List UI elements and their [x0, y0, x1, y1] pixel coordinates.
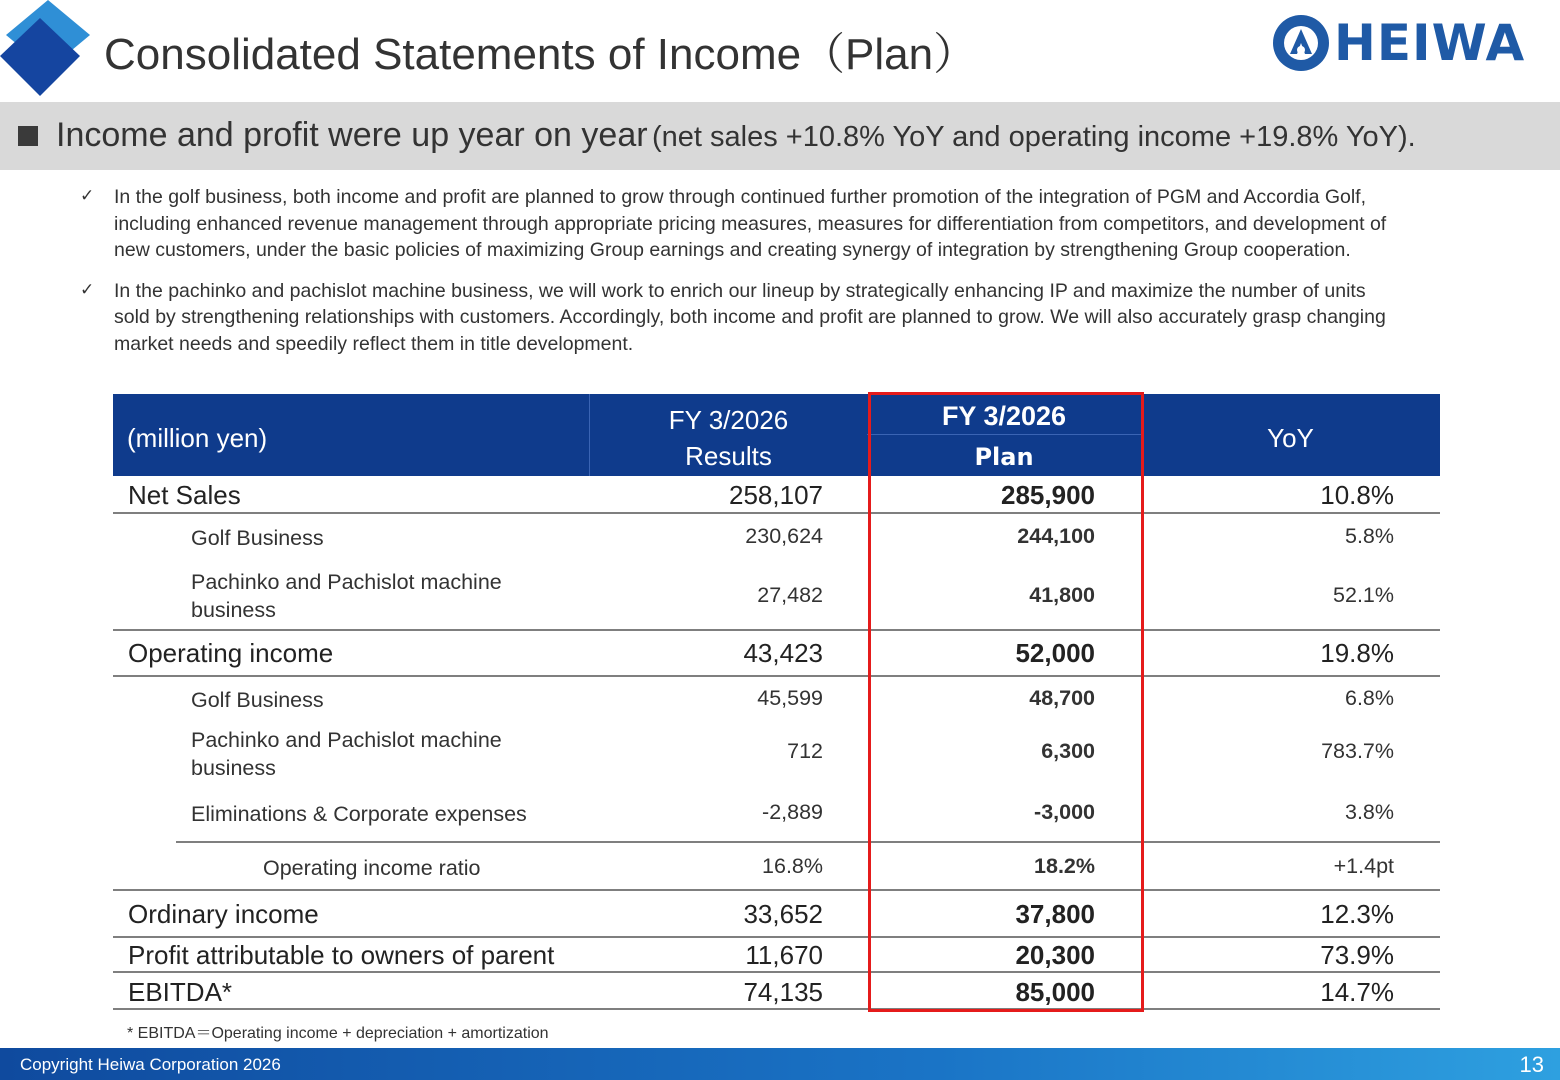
bullet-item — [80, 184, 1390, 264]
row-label: Net Sales — [128, 480, 241, 510]
checkmark-icon: ✓ — [80, 186, 95, 206]
plan-value: 6,300 — [1041, 739, 1095, 763]
results-value: -2,889 — [762, 800, 823, 824]
results-value: 45,599 — [757, 686, 823, 710]
footer-bar — [0, 1048, 1560, 1080]
col-header-plan-type: Plan — [974, 443, 1034, 471]
plan-value: 18.2% — [1034, 854, 1095, 878]
bullet-list — [80, 184, 1390, 371]
yoy-value: 5.8% — [1344, 524, 1394, 548]
row-label: Profit attributable to owners of parent — [128, 940, 555, 970]
row-label: Ordinary income — [128, 899, 319, 929]
row-divider — [113, 675, 1440, 677]
results-value: 43,423 — [743, 638, 823, 668]
banner-text — [56, 116, 1416, 155]
bullet-item — [80, 278, 1390, 358]
yoy-value: 19.8% — [1320, 638, 1394, 668]
income-table — [113, 394, 1440, 1007]
plan-value: 41,800 — [1029, 583, 1095, 607]
results-value: 230,624 — [745, 524, 823, 548]
col-header-results-type: Results — [685, 441, 772, 471]
square-bullet-icon — [18, 126, 38, 146]
plan-value: -3,000 — [1034, 800, 1095, 824]
row-label: Pachinko and Pachislot machine business — [191, 728, 502, 780]
yoy-value: 783.7% — [1321, 739, 1394, 763]
results-value: 33,652 — [743, 899, 823, 929]
plan-value: 244,100 — [1017, 524, 1095, 548]
page-title: Consolidated Statements of Income（Plan） — [104, 30, 978, 79]
brand-name: HEIWA — [1334, 14, 1526, 72]
results-value: 16.8% — [762, 854, 823, 878]
plan-value: 285,900 — [1001, 480, 1095, 510]
row-label: EBITDA* — [128, 977, 233, 1007]
yoy-value: 12.3% — [1320, 899, 1394, 929]
plan-value: 48,700 — [1029, 686, 1095, 710]
results-value: 27,482 — [757, 583, 823, 607]
yoy-value: 3.8% — [1344, 800, 1394, 824]
row-label: Golf Business — [191, 688, 324, 712]
checkmark-icon: ✓ — [80, 279, 95, 300]
col-header-results — [589, 394, 867, 476]
plan-value: 85,000 — [1015, 977, 1095, 1007]
title-diamond-mark — [0, 0, 95, 100]
banner-detail: (net sales +10.8% YoY and operating income +19.8% YoY). — [652, 121, 1416, 153]
page-number: 13 — [1519, 1052, 1544, 1077]
plan-value: 37,800 — [1015, 899, 1095, 929]
row-divider — [113, 971, 1440, 973]
row-divider — [113, 889, 1440, 891]
heiwa-logo — [1272, 14, 1525, 72]
yoy-value: +1.4pt — [1333, 854, 1394, 878]
row-divider — [113, 1008, 1440, 1010]
results-value: 712 — [787, 739, 823, 763]
col-header-yoy: YoY — [1267, 423, 1314, 453]
results-value: 11,670 — [745, 940, 823, 970]
row-label: Pachinko and Pachislot machine business — [191, 570, 502, 622]
results-value: 74,135 — [743, 977, 823, 1007]
yoy-value: 73.9% — [1320, 940, 1394, 970]
row-divider — [176, 841, 1440, 843]
unit-label: (million yen) — [127, 423, 268, 453]
summary-banner — [0, 102, 1560, 170]
bullet-text: In the pachinko and pachislot machine business, we will work to enrich our lineup by strategically enhancing IP and maximize the number of units sold by strengthening relationships with customers. Accordingly, both income and profit are planned to grow. We will also accurately grasp changing market needs and speedily reflect them in title development. — [114, 279, 1386, 355]
row-divider — [113, 936, 1440, 938]
copyright-text: Copyright Heiwa Corporation 2026 — [20, 1055, 281, 1074]
heiwa-emblem-icon — [1272, 14, 1330, 72]
bullet-text: In the golf business, both income and profit are planned to grow through continued further promotion of the integration of PGM and Accordia Golf, including enhanced revenue management through appropriate pricing measures, measures for differentiation from competitors, and development of new customers, under the basic policies of maximizing Group earnings and creating synergy of integration by strengthening Group cooperation. — [114, 186, 1387, 261]
plan-value: 20,300 — [1015, 940, 1095, 970]
yoy-value: 10.8% — [1320, 480, 1394, 510]
col-header-plan-year: FY 3/2026 — [867, 394, 1141, 435]
row-label: Operating income ratio — [263, 856, 481, 880]
yoy-value: 6.8% — [1344, 686, 1394, 710]
plan-value: 52,000 — [1015, 638, 1095, 668]
results-value: 258,107 — [729, 480, 823, 510]
col-header-results-year: FY 3/2026 — [668, 405, 789, 435]
table-header — [113, 394, 1440, 476]
row-divider — [113, 512, 1440, 514]
footnote: * EBITDA＝Operating income + depreciation + amortization — [127, 1025, 549, 1042]
row-label: Golf Business — [191, 526, 324, 550]
row-divider — [113, 629, 1440, 631]
row-label: Operating income — [128, 638, 334, 668]
yoy-value: 52.1% — [1333, 583, 1394, 607]
banner-headline: Income and profit were up year on year — [56, 116, 648, 154]
yoy-value: 14.7% — [1320, 977, 1394, 1007]
row-label: Eliminations & Corporate expenses — [191, 802, 527, 826]
